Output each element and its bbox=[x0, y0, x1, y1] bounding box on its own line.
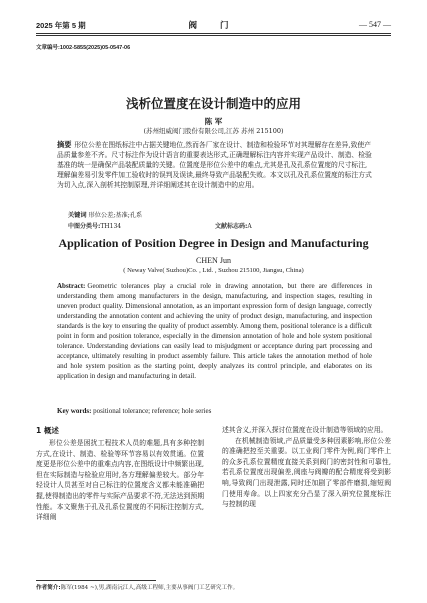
english-abstract-text: Geometric tolerances play a crucial role in drawing annotation, but there are differences in understanding them among manufacturers in the design, manufacturing, and inspection stages, resulting in uneven product quality. Dimensional annotation, as an important expression form of design language, correctly understanding the annotation content and achieving the unity of product design, manufacturing, and inspection standards is the key to ensuring the quality of product assembly. Among them, positional tolerance is a difficult point in form and position tolerance, especially in the dimension annotation of hole and hole system positional tolerance. Understanding deviations can easily lead to misjudgment or acceptance during part processing and acceptance, ultimately resulting in product assembly failure. This article takes the annotation method of hole and hole system position as the starting point, deeply analyzes its control principle, and elaborates on its application in design and manufacturing in detail. bbox=[57, 282, 372, 380]
english-affiliation: ( Neway Valve( Suzhou)Co. , Ltd. , Suzhou 215100, Jiangsu, China) bbox=[123, 267, 304, 274]
doc-code-label: 文献标志码: bbox=[214, 223, 248, 230]
issue-label: 2025 年第 5 期 bbox=[36, 21, 86, 30]
chinese-abstract-label: 摘要 bbox=[57, 140, 72, 149]
clc-value: TH134 bbox=[100, 223, 122, 230]
chinese-abstract-text: 形位公差在图纸标注中占据关键地位,然而各厂家在设计、制造和检验环节对其理解存在差异,致使产品质量参差不齐。尺寸标注作为设计语言的重要表达形式,正确理解标注内容并实现产品设计、制造、检验基准的统一是确保产品装配质量的关键。位置度是形位公差中的难点,尤其是孔及孔系位置度的尺寸标注,理解偏差易引发零件加工验收时的误判及误读,最终导致产品装配失败。本文以孔及孔系位置度的标注方式为切入点,深入剖析其控制原理,并详细阐述其在设计制造中的应用。 bbox=[57, 141, 372, 189]
page-number: — 547 — bbox=[359, 20, 391, 29]
english-keywords-label: Key words: bbox=[57, 407, 92, 415]
english-abstract bbox=[57, 281, 372, 381]
chinese-author: 陈 军 bbox=[204, 117, 223, 126]
english-abstract-label: Abstract: bbox=[57, 282, 86, 290]
english-author: CHEN Jun bbox=[196, 256, 231, 265]
journal-title: 阀 门 bbox=[188, 21, 239, 31]
body-paragraph: 在机械制造领域,产品质量受多种因素影响,形位公差的准确把控至关重要。以工业阀门零件为例,阀门零件上的众多孔系位置精度直接关系到阀门的密封性和可靠性,若孔系位置度出现偏差,阀座与阀瓣的配合精度将受到影响,导致阀门出现泄露,同时还加剧了零部件磨损,缩短阀门使用寿命。以上四家充分凸显了深入研究位置度标注与控制的现 bbox=[222, 436, 391, 509]
doc-code-value: A bbox=[247, 223, 252, 230]
chinese-keywords-text: 形位公差;基准;孔系 bbox=[88, 212, 143, 219]
footnote-text: 陈军(1984 ~),男,湖南沅江人,高级工程师,主要从事阀门工艺研究工作。 bbox=[60, 585, 239, 591]
header-rule-thin bbox=[36, 35, 391, 36]
chinese-title: 浅析位置度在设计制造中的应用 bbox=[125, 96, 301, 111]
clc-label: 中图分类号: bbox=[68, 223, 101, 230]
english-keywords-text: positional tolerance; reference; hole series bbox=[93, 407, 212, 415]
body-paragraph-continued: 述其含义,并深入探讨位置度在设计制造等领域的应用。 bbox=[222, 426, 388, 434]
body-column-right bbox=[222, 425, 391, 510]
footnote-rule bbox=[36, 580, 156, 581]
english-keywords bbox=[57, 407, 211, 415]
chinese-abstract bbox=[57, 140, 372, 190]
author-footnote bbox=[36, 583, 238, 591]
classification-row bbox=[68, 221, 368, 230]
chinese-keywords bbox=[68, 210, 142, 219]
english-title: Application of Position Degree in Design and Manufacturing bbox=[58, 236, 369, 250]
header-rule bbox=[36, 33, 391, 34]
chinese-affiliation: (苏州纽威阀门股份有限公司,江苏 苏州 215100) bbox=[143, 127, 284, 135]
footnote-label: 作者简介: bbox=[36, 585, 61, 591]
chinese-keywords-label: 关键词 bbox=[68, 212, 87, 219]
section-heading: 1 概述 bbox=[36, 426, 59, 435]
body-column-left: 形位公差是困扰工程技术人员的难题,具有多种控制方式,在设计、制造、检验等环节容易以有效贯通。位置度更是形位公差中的重难点内容,在图纸设计中频繁出现,但在实际制造与检验应用时,各方理解偏差较大。部分年轻设计人员甚至对自己标注的位置度含义都未能准确把握,使得制造出的零件与实际产品要求不符,无法达到预期性能。本文聚焦于孔及孔系位置度的不同标注控制方式,详细阐 bbox=[36, 439, 204, 522]
article-id: 文章编号:1002-5855(2025)05-0547-06 bbox=[36, 45, 131, 51]
